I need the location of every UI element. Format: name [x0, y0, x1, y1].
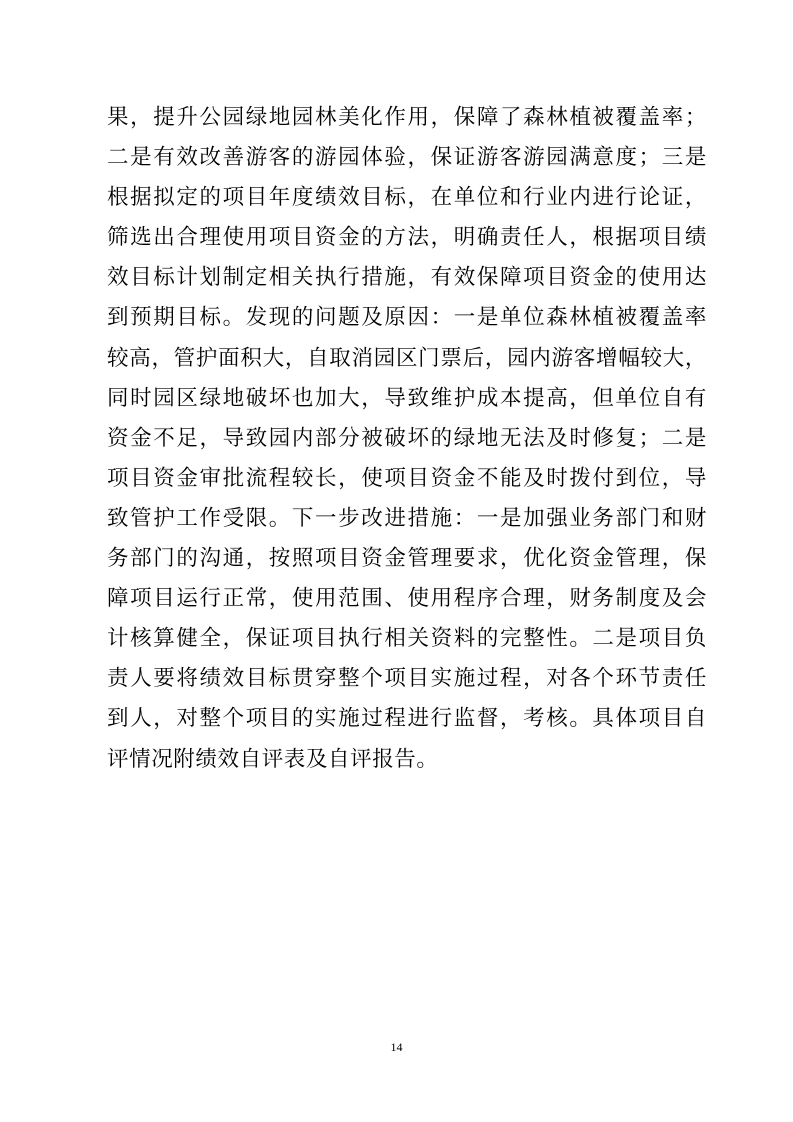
text-line: 评情况附绩效自评表及自评报告。 — [107, 746, 439, 772]
text-line: 责人要将绩效目标贯穿整个项目实施过程，对各个环节责任 — [107, 666, 707, 692]
text-line: 同时园区绿地破坏也加大，导致维护成本提高，但单位自有 — [107, 385, 707, 411]
text-line: 计核算健全，保证项目执行相关资料的完整性。二是项目负 — [107, 626, 707, 652]
text-line: 障项目运行正常，使用范围、使用程序合理，财务制度及会 — [107, 586, 707, 612]
page-number: 14 — [390, 1040, 403, 1054]
text-line: 根据拟定的项目年度绩效目标，在单位和行业内进行论证， — [107, 185, 707, 211]
body-paragraph — [107, 98, 707, 780]
text-line: 务部门的沟通，按照项目资金管理要求，优化资金管理，保 — [107, 546, 707, 572]
text-line: 筛选出合理使用项目资金的方法，明确责任人，根据项目绩 — [107, 225, 707, 251]
text-line: 效目标计划制定相关执行措施，有效保障项目资金的使用达 — [107, 265, 707, 291]
text-line: 致管护工作受限。下一步改进措施：一是加强业务部门和财 — [107, 505, 707, 531]
text-line: 较高，管护面积大，自取消园区门票后，园内游客增幅较大， — [107, 345, 707, 371]
text-line: 到人，对整个项目的实施过程进行监督，考核。具体项目自 — [107, 706, 707, 732]
text-line: 果，提升公园绿地园林美化作用，保障了森林植被覆盖率； — [107, 105, 707, 130]
text-line: 项目资金审批流程较长，使项目资金不能及时拨付到位，导 — [107, 465, 707, 491]
text-line: 资金不足，导致园内部分被破坏的绿地无法及时修复；二是 — [107, 425, 707, 451]
text-line: 二是有效改善游客的游园体验，保证游客游园满意度；三是 — [107, 145, 707, 171]
text-line: 到预期目标。发现的问题及原因：一是单位森林植被覆盖率 — [107, 305, 707, 331]
